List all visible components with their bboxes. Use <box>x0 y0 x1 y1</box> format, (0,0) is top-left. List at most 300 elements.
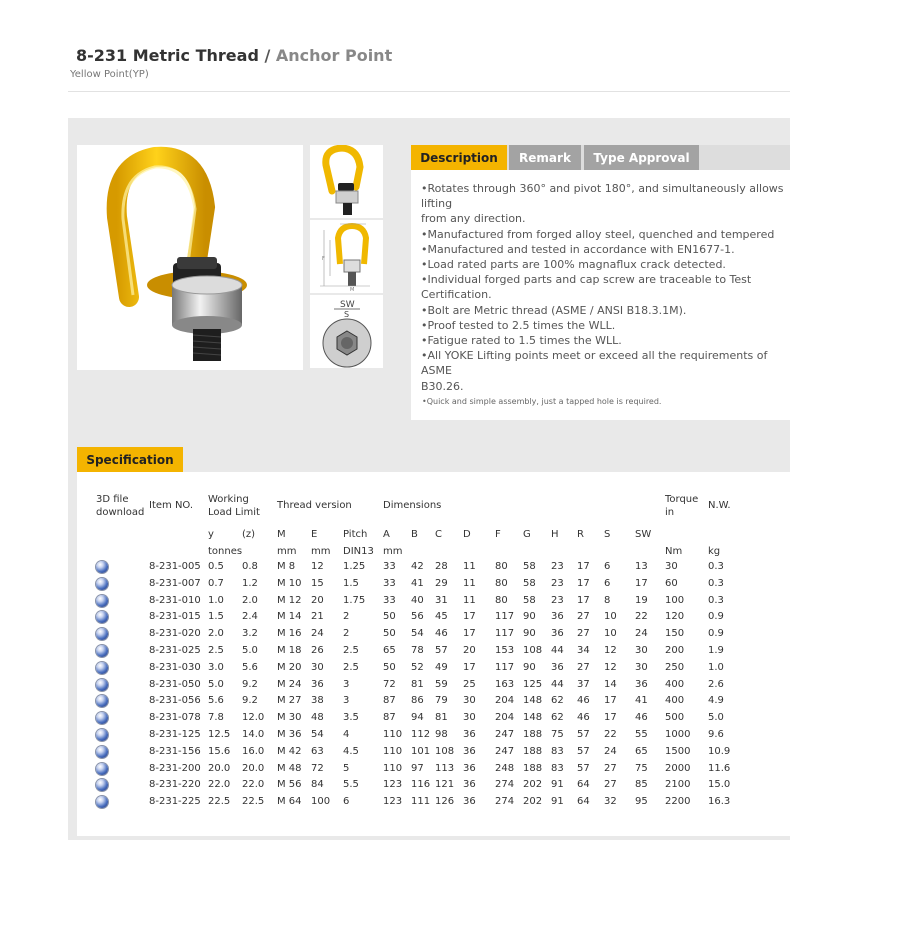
subheader-cell: C <box>435 529 442 540</box>
table-cell: 48 <box>311 712 324 724</box>
table-cell: 2100 <box>665 779 691 791</box>
download-sphere-icon[interactable] <box>96 763 108 775</box>
description-item: •Manufactured and tested in accordance with EN1677-1. <box>421 242 735 256</box>
table-cell: 26 <box>311 645 324 656</box>
table-cell: 30 <box>635 645 648 656</box>
table-cell: 24 <box>635 628 648 640</box>
download-sphere-icon[interactable] <box>96 679 108 691</box>
table-cell: 58 <box>523 594 536 606</box>
table-cell: 0.7 <box>208 577 224 589</box>
table-cell: 22.0 <box>242 779 265 791</box>
product-name: 8-231 Metric Thread <box>76 46 259 65</box>
subheader-cell: M <box>277 529 286 540</box>
table-cell: 83 <box>551 762 564 774</box>
download-sphere-icon[interactable] <box>96 645 108 657</box>
table-cell: 75 <box>551 729 564 740</box>
table-cell: M 36 <box>277 729 302 740</box>
table-cell: 36 <box>635 678 648 690</box>
item-number-cell: 8-231-056 <box>149 695 201 707</box>
table-cell: 38 <box>311 695 324 707</box>
table-cell: 163 <box>495 678 515 690</box>
description-item: •Proof tested to 2.5 times the WLL. <box>421 318 616 332</box>
table-cell: M 14 <box>277 611 302 623</box>
table-cell: 2 <box>343 628 350 640</box>
table-cell: 204 <box>495 695 515 707</box>
table-cell: 9.2 <box>242 678 258 690</box>
header-item-no: Item NO. <box>149 500 194 511</box>
table-cell: 24 <box>604 745 617 757</box>
unit-cell: tonnes <box>208 546 243 557</box>
table-cell: 6 <box>604 561 611 572</box>
table-cell: M 18 <box>277 645 302 656</box>
item-number-cell: 8-231-050 <box>149 678 201 690</box>
table-cell: 41 <box>635 695 648 707</box>
header-divider <box>68 91 790 92</box>
item-number-cell: 8-231-005 <box>149 561 201 572</box>
table-cell: M 20 <box>277 661 302 673</box>
unit-cell: mm <box>311 546 331 557</box>
table-cell: 50 <box>383 661 396 673</box>
table-cell: 247 <box>495 745 515 757</box>
table-cell: 3.2 <box>242 628 258 640</box>
table-cell: 23 <box>551 577 564 589</box>
table-cell: 7.8 <box>208 712 224 724</box>
table-cell: M 42 <box>277 745 302 757</box>
subheader-cell: H <box>551 529 559 540</box>
table-cell: 30 <box>311 661 324 673</box>
table-cell: 5.0 <box>708 712 724 724</box>
table-cell: 150 <box>665 628 685 640</box>
subheader-cell: Pitch <box>343 529 368 540</box>
table-cell: M 30 <box>277 712 302 724</box>
table-cell: 15 <box>311 577 324 589</box>
table-cell: 188 <box>523 745 543 757</box>
table-cell: 33 <box>383 577 396 589</box>
item-number-cell: 8-231-015 <box>149 611 201 623</box>
table-cell: 49 <box>435 661 448 673</box>
table-cell: 60 <box>665 577 678 589</box>
subheader-cell: S <box>604 529 611 540</box>
download-sphere-icon[interactable] <box>96 595 108 607</box>
subheader-cell: D <box>463 529 471 540</box>
thumbnail-drawing-front[interactable] <box>310 220 383 293</box>
table-cell: M 64 <box>277 796 302 808</box>
table-cell: 44 <box>551 678 564 690</box>
table-cell: 65 <box>383 645 396 656</box>
table-cell: 8 <box>604 594 611 606</box>
table-cell: 2 <box>343 611 350 623</box>
table-cell: 57 <box>577 762 590 774</box>
anchor-point-thumb-icon <box>310 145 383 218</box>
table-cell: 33 <box>383 561 396 572</box>
main-product-photo <box>77 145 303 370</box>
svg-text:S: S <box>344 310 350 319</box>
table-cell: 87 <box>383 712 396 724</box>
table-cell: 250 <box>665 661 685 673</box>
table-cell: 36 <box>551 628 564 640</box>
table-cell: 75 <box>635 762 648 774</box>
table-cell: 83 <box>551 745 564 757</box>
table-cell: 36 <box>551 611 564 623</box>
table-cell: 1.5 <box>208 611 224 623</box>
table-cell: 204 <box>495 712 515 724</box>
table-cell: 3 <box>343 678 350 690</box>
table-cell: 72 <box>311 762 324 774</box>
table-cell: 45 <box>435 611 448 623</box>
table-cell: 36 <box>463 729 476 740</box>
table-cell: 3 <box>343 695 350 707</box>
table-cell: 58 <box>523 561 536 572</box>
table-cell: 2.5 <box>208 645 224 656</box>
table-cell: 1.25 <box>343 561 366 572</box>
table-cell: 2.0 <box>242 594 258 606</box>
table-cell: 10.9 <box>708 745 731 757</box>
tab-specification[interactable]: Specification <box>77 447 183 472</box>
table-cell: 17 <box>577 577 590 589</box>
table-cell: 0.5 <box>208 561 224 572</box>
table-cell: 116 <box>411 779 431 791</box>
table-cell: 22.5 <box>208 796 231 808</box>
table-cell: 54 <box>411 628 424 640</box>
table-cell: 117 <box>495 661 515 673</box>
download-sphere-icon[interactable] <box>96 578 108 590</box>
header-working-load-limit: Working Load Limit <box>208 494 260 518</box>
table-cell: 81 <box>435 712 448 724</box>
table-cell: 11.6 <box>708 762 731 774</box>
tab-remark[interactable]: Remark <box>509 145 581 170</box>
table-cell: 3.5 <box>343 712 359 724</box>
table-cell: 110 <box>383 729 403 740</box>
table-cell: 108 <box>435 745 455 757</box>
description-item: •Individual forged parts and cap screw are traceable to Test Certification. <box>421 273 752 302</box>
table-cell: 0.8 <box>242 561 258 572</box>
table-cell: 111 <box>411 796 431 808</box>
table-cell: M 48 <box>277 762 302 774</box>
header-torque: Torque in <box>665 494 699 518</box>
table-cell: M 27 <box>277 695 302 707</box>
table-cell: 36 <box>463 762 476 774</box>
item-number-cell: 8-231-225 <box>149 796 201 808</box>
table-cell: 80 <box>495 561 508 572</box>
table-cell: 20 <box>311 594 324 606</box>
table-cell: 46 <box>635 712 648 724</box>
table-cell: 188 <box>523 762 543 774</box>
table-cell: 31 <box>435 594 448 606</box>
table-cell: 84 <box>311 779 324 791</box>
table-cell: 14.0 <box>242 729 265 740</box>
anchor-point-image <box>77 145 303 370</box>
download-sphere-icon[interactable] <box>96 662 108 674</box>
table-cell: 22.0 <box>208 779 231 791</box>
table-cell: 30 <box>463 712 476 724</box>
table-cell: 400 <box>665 678 685 690</box>
table-cell: 34 <box>577 645 590 656</box>
table-cell: 52 <box>411 661 424 673</box>
table-cell: 120 <box>665 611 685 623</box>
table-cell: 25 <box>463 678 476 690</box>
table-cell: 20 <box>463 645 476 656</box>
table-cell: 10 <box>604 611 617 623</box>
subheader-cell: B <box>411 529 418 540</box>
table-cell: 33 <box>383 594 396 606</box>
table-cell: 17 <box>463 611 476 623</box>
table-cell: 12.0 <box>242 712 265 724</box>
table-cell: 36 <box>311 678 324 690</box>
svg-text:SW: SW <box>340 300 355 310</box>
table-cell: 17 <box>463 628 476 640</box>
table-cell: 59 <box>435 678 448 690</box>
wrench-size-drawing-icon <box>310 295 383 368</box>
table-cell: 2.4 <box>242 611 258 623</box>
item-number-cell: 8-231-010 <box>149 594 201 606</box>
item-number-cell: 8-231-156 <box>149 745 201 757</box>
table-cell: 2.6 <box>708 678 724 690</box>
table-cell: 95 <box>635 796 648 808</box>
thumbnail-photo[interactable] <box>310 145 383 218</box>
table-cell: 0.9 <box>708 628 724 640</box>
description-note: •Quick and simple assembly, just a tapped hole is required. <box>422 397 662 406</box>
unit-cell: Nm <box>665 546 683 557</box>
table-cell: 12 <box>604 661 617 673</box>
table-cell: 24 <box>311 628 324 640</box>
table-cell: 274 <box>495 796 515 808</box>
table-cell: 14 <box>604 678 617 690</box>
table-cell: 46 <box>577 712 590 724</box>
table-cell: 202 <box>523 796 543 808</box>
subheader-cell: E <box>311 529 318 540</box>
table-cell: 117 <box>495 611 515 623</box>
table-cell: 12 <box>311 561 324 572</box>
table-cell: M 24 <box>277 678 302 690</box>
table-cell: 9.6 <box>708 729 724 740</box>
table-cell: 123 <box>383 779 403 791</box>
table-cell: 44 <box>551 645 564 656</box>
table-cell: 3.0 <box>208 661 224 673</box>
table-cell: 41 <box>411 577 424 589</box>
table-cell: 153 <box>495 645 515 656</box>
table-cell: 30 <box>463 695 476 707</box>
table-cell: 274 <box>495 779 515 791</box>
table-cell: 117 <box>495 628 515 640</box>
table-cell: 22.5 <box>242 796 265 808</box>
header-3d-download: 3D file download <box>96 494 145 518</box>
table-cell: 6 <box>604 577 611 589</box>
subheader-cell: R <box>577 529 584 540</box>
table-cell: 112 <box>411 729 431 740</box>
download-sphere-icon[interactable] <box>96 746 108 758</box>
table-cell: 57 <box>435 645 448 656</box>
table-cell: 108 <box>523 645 543 656</box>
svg-text:M: M <box>350 287 355 293</box>
thumbnail-drawing-top[interactable] <box>310 295 383 368</box>
table-cell: 17 <box>463 661 476 673</box>
table-cell: 46 <box>435 628 448 640</box>
table-cell: 20.0 <box>208 762 231 774</box>
item-number-cell: 8-231-030 <box>149 661 201 673</box>
table-cell: 100 <box>311 796 331 808</box>
description-list <box>421 181 791 394</box>
title-separator: / <box>258 46 276 65</box>
table-cell: 126 <box>435 796 455 808</box>
page-subtitle: Yellow Point(YP) <box>70 69 149 80</box>
unit-cell: DIN13 <box>343 546 374 557</box>
table-cell: 62 <box>551 712 564 724</box>
table-cell: 5.5 <box>343 779 359 791</box>
table-cell: 10 <box>604 628 617 640</box>
description-item: •Load rated parts are 100% magnaflux crack detected. <box>421 258 726 272</box>
table-cell: 72 <box>383 678 396 690</box>
table-cell: 86 <box>411 695 424 707</box>
table-cell: 40 <box>411 594 424 606</box>
table-cell: 57 <box>577 745 590 757</box>
item-number-cell: 8-231-020 <box>149 628 201 640</box>
download-sphere-icon[interactable] <box>96 561 108 573</box>
table-cell: 17 <box>577 561 590 572</box>
table-cell: 0.3 <box>708 577 724 589</box>
table-cell: 2000 <box>665 762 691 774</box>
table-cell: M 8 <box>277 561 296 572</box>
table-cell: 90 <box>523 611 536 623</box>
table-cell: 37 <box>577 678 590 690</box>
table-cell: 85 <box>635 779 648 791</box>
table-cell: 97 <box>411 762 424 774</box>
table-cell: 55 <box>635 729 648 740</box>
tab-type-approval[interactable]: Type Approval <box>584 145 699 170</box>
table-cell: 5.0 <box>208 678 224 690</box>
item-number-cell: 8-231-125 <box>149 729 201 740</box>
table-cell: 64 <box>577 796 590 808</box>
table-cell: 15.0 <box>708 779 731 791</box>
table-cell: 125 <box>523 678 543 690</box>
subheader-cell: F <box>495 529 501 540</box>
table-cell: 9.2 <box>242 695 258 707</box>
table-cell: 27 <box>577 661 590 673</box>
table-cell: 90 <box>523 628 536 640</box>
table-cell: 1000 <box>665 729 691 740</box>
table-cell: 1.75 <box>343 594 366 606</box>
table-cell: 1.2 <box>242 577 258 589</box>
table-cell: 50 <box>383 611 396 623</box>
download-sphere-icon[interactable] <box>96 729 108 741</box>
table-cell: 4.5 <box>343 745 359 757</box>
table-cell: 4 <box>343 729 350 740</box>
description-item: •All YOKE Lifting points meet or exceed all the requirements of ASME B30.26. <box>421 349 768 393</box>
table-cell: 30 <box>665 561 678 572</box>
header-dimensions: Dimensions <box>383 500 442 511</box>
table-cell: 94 <box>411 712 424 724</box>
table-cell: 27 <box>604 762 617 774</box>
product-tabs <box>411 145 790 170</box>
table-cell: 36 <box>463 745 476 757</box>
table-cell: 64 <box>577 779 590 791</box>
table-cell: 32 <box>604 796 617 808</box>
table-cell: 22 <box>635 611 648 623</box>
description-item: •Bolt are Metric thread (ASME / ANSI B18.3.1M). <box>421 303 687 317</box>
table-cell: 12 <box>604 645 617 656</box>
table-cell: 1.0 <box>708 661 724 673</box>
table-cell: 42 <box>411 561 424 572</box>
description-item: •Fatigue rated to 1.5 times the WLL. <box>421 334 622 348</box>
table-cell: 17 <box>577 594 590 606</box>
table-cell: 121 <box>435 779 455 791</box>
table-cell: 28 <box>435 561 448 572</box>
description-item: •Manufactured from forged alloy steel, quenched and tempered <box>421 227 775 241</box>
svg-text:F: F <box>322 256 325 262</box>
table-cell: 50 <box>383 628 396 640</box>
table-cell: 1.5 <box>343 577 359 589</box>
table-cell: M 12 <box>277 594 302 606</box>
table-cell: 29 <box>435 577 448 589</box>
table-cell: 4.9 <box>708 695 724 707</box>
table-cell: 16.0 <box>242 745 265 757</box>
item-number-cell: 8-231-220 <box>149 779 201 791</box>
table-cell: 123 <box>383 796 403 808</box>
header-net-weight: N.W. <box>708 500 731 511</box>
table-cell: 30 <box>635 661 648 673</box>
table-cell: 248 <box>495 762 515 774</box>
category-link[interactable]: Anchor Point <box>275 46 393 65</box>
subheader-cell: G <box>523 529 531 540</box>
table-cell: 58 <box>523 577 536 589</box>
table-cell: 63 <box>311 745 324 757</box>
table-cell: 20.0 <box>242 762 265 774</box>
table-cell: 148 <box>523 695 543 707</box>
table-cell: 87 <box>383 695 396 707</box>
table-cell: 23 <box>551 561 564 572</box>
table-cell: 1500 <box>665 745 691 757</box>
table-cell: M 16 <box>277 628 302 640</box>
table-cell: 2200 <box>665 796 691 808</box>
table-cell: 148 <box>523 712 543 724</box>
table-cell: 27 <box>577 628 590 640</box>
subheader-cell: y <box>208 529 214 540</box>
item-number-cell: 8-231-025 <box>149 645 201 656</box>
item-number-cell: 8-231-007 <box>149 577 201 589</box>
table-cell: 15.6 <box>208 745 231 757</box>
table-cell: 2.5 <box>343 661 359 673</box>
table-cell: 98 <box>435 729 448 740</box>
unit-cell: kg <box>708 546 721 557</box>
table-cell: 21 <box>311 611 324 623</box>
table-cell: 0.3 <box>708 594 724 606</box>
table-cell: 12.5 <box>208 729 231 740</box>
table-cell: 19 <box>635 594 648 606</box>
table-cell: 202 <box>523 779 543 791</box>
table-cell: 81 <box>411 678 424 690</box>
table-cell: 36 <box>463 779 476 791</box>
subheader-cell: (z) <box>242 529 256 540</box>
table-cell: 110 <box>383 745 403 757</box>
table-cell: 5.0 <box>242 645 258 656</box>
table-cell: 6 <box>343 796 350 808</box>
table-cell: 110 <box>383 762 403 774</box>
subheader-cell: SW <box>635 529 652 540</box>
table-cell: 22 <box>604 729 617 740</box>
table-cell: 54 <box>311 729 324 740</box>
tab-description[interactable]: Description <box>411 145 507 170</box>
table-cell: 27 <box>604 779 617 791</box>
table-cell: 101 <box>411 745 431 757</box>
table-cell: 1.0 <box>208 594 224 606</box>
table-cell: 79 <box>435 695 448 707</box>
table-cell: 16.3 <box>708 796 731 808</box>
unit-cell: mm <box>383 546 403 557</box>
table-cell: 17 <box>604 712 617 724</box>
page-title <box>76 46 392 65</box>
table-cell: 90 <box>523 661 536 673</box>
table-cell: 247 <box>495 729 515 740</box>
table-cell: 91 <box>551 779 564 791</box>
